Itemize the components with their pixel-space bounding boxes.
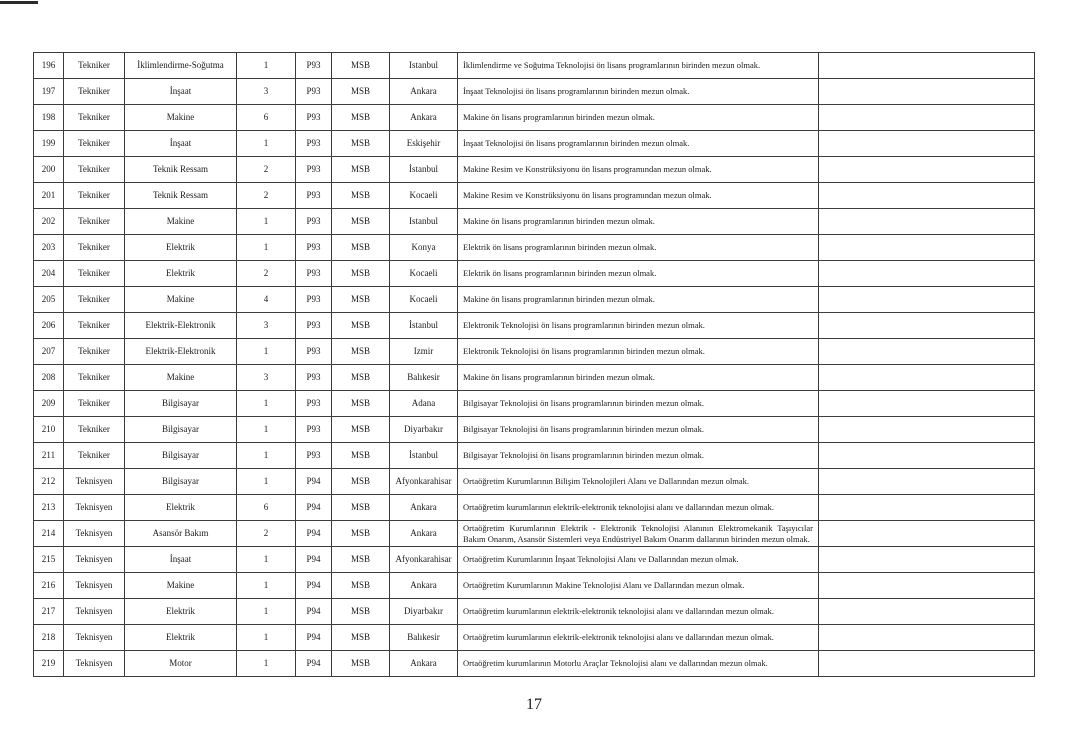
cell-row-number: 216: [34, 573, 64, 599]
cell-title: Teknisyen: [64, 651, 125, 677]
cell-branch: İklimlendirme-Soğutma: [125, 53, 237, 79]
cell-row-number: 208: [34, 365, 64, 391]
cell-exam-code: P93: [296, 53, 332, 79]
cell-exam-code: P93: [296, 79, 332, 105]
cell-count: 1: [237, 573, 296, 599]
cell-title: Tekniker: [64, 443, 125, 469]
table-row: [34, 79, 1035, 105]
cell-city: Afyonkarahisar: [390, 547, 458, 573]
cell-row-number: 210: [34, 417, 64, 443]
cell-city: Kocaeli: [390, 183, 458, 209]
cell-branch: Asansör Bakım: [125, 521, 237, 547]
cell-exam-code: P94: [296, 599, 332, 625]
cell-institution: MSB: [332, 209, 390, 235]
cell-branch: Teknik Ressam: [125, 157, 237, 183]
cell-requirement: Makine ön lisans programlarının birinden mezun olmak.: [458, 209, 819, 235]
cell-requirement: Bilgisayar Teknolojisi ön lisans programlarının birinden mezun olmak.: [458, 391, 819, 417]
cell-branch: Elektrik-Elektronik: [125, 339, 237, 365]
cell-count: 1: [237, 443, 296, 469]
cell-requirement: Ortaöğretim Kurumlarının İnşaat Teknolojisi Alanı ve Dallarından mezun olmak.: [458, 547, 819, 573]
cell-institution: MSB: [332, 235, 390, 261]
cell-title: Teknisyen: [64, 521, 125, 547]
cell-branch: Makine: [125, 105, 237, 131]
table-row: [34, 599, 1035, 625]
cell-city: Balıkesir: [390, 365, 458, 391]
cell-institution: MSB: [332, 261, 390, 287]
cell-branch: Elektrik: [125, 261, 237, 287]
cell-row-number: 212: [34, 469, 64, 495]
cell-title: Tekniker: [64, 417, 125, 443]
cell-requirement: Elektronik Teknolojisi ön lisans programlarının birinden mezun olmak.: [458, 339, 819, 365]
cell-count: 1: [237, 339, 296, 365]
cell-exam-code: P93: [296, 365, 332, 391]
cell-title: Teknisyen: [64, 625, 125, 651]
table-row: [34, 521, 1035, 547]
cell-city: Diyarbakır: [390, 599, 458, 625]
cell-note: [819, 209, 1035, 235]
cell-branch: Bilgisayar: [125, 443, 237, 469]
cell-title: Tekniker: [64, 209, 125, 235]
cell-institution: MSB: [332, 365, 390, 391]
cell-title: Teknisyen: [64, 599, 125, 625]
cell-title: Tekniker: [64, 131, 125, 157]
table-row: [34, 235, 1035, 261]
cell-count: 1: [237, 209, 296, 235]
cell-exam-code: P93: [296, 287, 332, 313]
cell-title: Tekniker: [64, 157, 125, 183]
cell-title: Tekniker: [64, 339, 125, 365]
cell-institution: MSB: [332, 651, 390, 677]
cell-note: [819, 131, 1035, 157]
cell-requirement: Makine Resim ve Konstrüksiyonu ön lisans programından mezun olmak.: [458, 183, 819, 209]
positions-table-body: [34, 53, 1035, 677]
cell-institution: MSB: [332, 547, 390, 573]
cell-exam-code: P94: [296, 521, 332, 547]
cell-title: Tekniker: [64, 261, 125, 287]
cell-count: 3: [237, 79, 296, 105]
cell-city: Istanbul: [390, 209, 458, 235]
cell-row-number: 201: [34, 183, 64, 209]
cell-institution: MSB: [332, 131, 390, 157]
cell-city: Adana: [390, 391, 458, 417]
cell-title: Teknisyen: [64, 547, 125, 573]
cell-branch: Elektrik: [125, 235, 237, 261]
cell-city: İstanbul: [390, 443, 458, 469]
cell-exam-code: P93: [296, 443, 332, 469]
cell-requirement: Ortaöğretim kurumlarının Motorlu Araçlar Teknolojisi alanı ve dallarından mezun olmak.: [458, 651, 819, 677]
cell-branch: İnşaat: [125, 79, 237, 105]
cell-institution: MSB: [332, 105, 390, 131]
cell-count: 1: [237, 469, 296, 495]
cell-institution: MSB: [332, 469, 390, 495]
cell-exam-code: P93: [296, 105, 332, 131]
cell-institution: MSB: [332, 53, 390, 79]
cell-note: [819, 105, 1035, 131]
cell-row-number: 218: [34, 625, 64, 651]
cell-note: [819, 313, 1035, 339]
cell-note: [819, 365, 1035, 391]
cell-requirement: Elektronik Teknolojisi ön lisans programlarının birinden mezun olmak.: [458, 313, 819, 339]
cell-institution: MSB: [332, 417, 390, 443]
cell-requirement: Elektrik ön lisans programlarının birinden mezun olmak.: [458, 235, 819, 261]
cell-branch: Bilgisayar: [125, 417, 237, 443]
cell-count: 1: [237, 625, 296, 651]
cell-row-number: 202: [34, 209, 64, 235]
positions-table: [33, 52, 1035, 677]
cell-exam-code: P93: [296, 339, 332, 365]
cell-branch: Motor: [125, 651, 237, 677]
cell-city: Diyarbakır: [390, 417, 458, 443]
cell-note: [819, 53, 1035, 79]
cell-count: 2: [237, 157, 296, 183]
cell-requirement: Bilgisayar Teknolojisi ön lisans programlarının birinden mezun olmak.: [458, 443, 819, 469]
cell-title: Tekniker: [64, 105, 125, 131]
cell-title: Teknisyen: [64, 495, 125, 521]
cell-requirement: Makine ön lisans programlarının birinden mezun olmak.: [458, 365, 819, 391]
cell-count: 3: [237, 313, 296, 339]
cell-title: Tekniker: [64, 287, 125, 313]
cell-branch: Elektrik-Elektronik: [125, 313, 237, 339]
cell-city: Izmir: [390, 339, 458, 365]
cell-institution: MSB: [332, 339, 390, 365]
cell-exam-code: P94: [296, 469, 332, 495]
page-edge-artifact: [0, 1, 38, 4]
cell-row-number: 214: [34, 521, 64, 547]
cell-note: [819, 521, 1035, 547]
cell-institution: MSB: [332, 599, 390, 625]
cell-institution: MSB: [332, 521, 390, 547]
cell-city: Balıkesir: [390, 625, 458, 651]
cell-branch: Makine: [125, 365, 237, 391]
cell-requirement: Elektrik ön lisans programlarının birinden mezun olmak.: [458, 261, 819, 287]
cell-note: [819, 235, 1035, 261]
cell-title: Tekniker: [64, 391, 125, 417]
cell-row-number: 215: [34, 547, 64, 573]
cell-note: [819, 495, 1035, 521]
table-row: [34, 495, 1035, 521]
cell-requirement: İklimlendirme ve Soğutma Teknolojisi ön lisans programlarının birinden mezun olmak.: [458, 53, 819, 79]
cell-exam-code: P94: [296, 495, 332, 521]
cell-institution: MSB: [332, 287, 390, 313]
cell-row-number: 204: [34, 261, 64, 287]
cell-city: İstanbul: [390, 157, 458, 183]
cell-exam-code: P94: [296, 547, 332, 573]
table-row: [34, 105, 1035, 131]
cell-count: 1: [237, 599, 296, 625]
cell-city: Afyonkarahisar: [390, 469, 458, 495]
cell-branch: Makine: [125, 209, 237, 235]
cell-city: İstanbul: [390, 313, 458, 339]
cell-requirement: Ortaöğretim kurumlarının elektrik-elektronik teknolojisi alanı ve dallarından mezun olmak.: [458, 495, 819, 521]
table-row: [34, 157, 1035, 183]
cell-note: [819, 573, 1035, 599]
cell-institution: MSB: [332, 625, 390, 651]
cell-note: [819, 287, 1035, 313]
table-row: [34, 417, 1035, 443]
cell-city: Ankara: [390, 495, 458, 521]
cell-row-number: 198: [34, 105, 64, 131]
cell-branch: Elektrik: [125, 625, 237, 651]
table-row: [34, 443, 1035, 469]
cell-exam-code: P94: [296, 625, 332, 651]
table-row: [34, 53, 1035, 79]
cell-count: 6: [237, 495, 296, 521]
cell-note: [819, 651, 1035, 677]
cell-city: Ankara: [390, 651, 458, 677]
table-row: [34, 391, 1035, 417]
cell-note: [819, 339, 1035, 365]
table-row: [34, 625, 1035, 651]
table-row: [34, 651, 1035, 677]
cell-institution: MSB: [332, 443, 390, 469]
cell-institution: MSB: [332, 391, 390, 417]
cell-branch: Teknik Ressam: [125, 183, 237, 209]
cell-note: [819, 625, 1035, 651]
cell-exam-code: P93: [296, 183, 332, 209]
cell-note: [819, 547, 1035, 573]
cell-count: 6: [237, 105, 296, 131]
cell-requirement: Makine Resim ve Konstrüksiyonu ön lisans programından mezun olmak.: [458, 157, 819, 183]
cell-city: Eskişehir: [390, 131, 458, 157]
cell-exam-code: P94: [296, 573, 332, 599]
cell-count: 1: [237, 391, 296, 417]
cell-requirement: Ortaöğretim kurumlarının elektrik-elektronik teknolojisi alanı ve dallarından mezun olmak.: [458, 599, 819, 625]
cell-city: Ankara: [390, 573, 458, 599]
cell-requirement: İnşaat Teknolojisi ön lisans programlarının birinden mezun olmak.: [458, 131, 819, 157]
cell-title: Teknisyen: [64, 573, 125, 599]
cell-requirement: Bilgisayar Teknolojisi ön lisans programlarının birinden mezun olmak.: [458, 417, 819, 443]
cell-branch: İnşaat: [125, 547, 237, 573]
cell-exam-code: P93: [296, 131, 332, 157]
table-row: [34, 183, 1035, 209]
cell-row-number: 200: [34, 157, 64, 183]
cell-exam-code: P93: [296, 391, 332, 417]
cell-count: 2: [237, 521, 296, 547]
cell-row-number: 197: [34, 79, 64, 105]
table-row: [34, 339, 1035, 365]
cell-row-number: 196: [34, 53, 64, 79]
cell-title: Tekniker: [64, 53, 125, 79]
cell-exam-code: P94: [296, 651, 332, 677]
table-row: [34, 547, 1035, 573]
cell-note: [819, 391, 1035, 417]
cell-row-number: 206: [34, 313, 64, 339]
cell-note: [819, 417, 1035, 443]
cell-branch: İnşaat: [125, 131, 237, 157]
cell-institution: MSB: [332, 183, 390, 209]
cell-row-number: 217: [34, 599, 64, 625]
cell-exam-code: P93: [296, 157, 332, 183]
table-row: [34, 287, 1035, 313]
cell-institution: MSB: [332, 313, 390, 339]
cell-exam-code: P93: [296, 209, 332, 235]
cell-city: Konya: [390, 235, 458, 261]
cell-count: 1: [237, 131, 296, 157]
cell-count: 1: [237, 651, 296, 677]
cell-note: [819, 261, 1035, 287]
cell-requirement: Makine ön lisans programlarının birinden mezun olmak.: [458, 287, 819, 313]
cell-note: [819, 183, 1035, 209]
table-row: [34, 573, 1035, 599]
cell-row-number: 213: [34, 495, 64, 521]
cell-row-number: 219: [34, 651, 64, 677]
cell-count: 1: [237, 547, 296, 573]
cell-city: Kocaeli: [390, 287, 458, 313]
table-row: [34, 131, 1035, 157]
cell-count: 1: [237, 417, 296, 443]
cell-requirement: İnşaat Teknolojisi ön lisans programlarının birinden mezun olmak.: [458, 79, 819, 105]
cell-exam-code: P93: [296, 417, 332, 443]
page-number: 17: [526, 696, 542, 713]
cell-branch: Elektrik: [125, 495, 237, 521]
cell-branch: Makine: [125, 287, 237, 313]
cell-exam-code: P93: [296, 313, 332, 339]
document-page: [33, 52, 1034, 677]
cell-count: 3: [237, 365, 296, 391]
cell-requirement: Ortaöğretim kurumlarının elektrik-elektronik teknolojisi alanı ve dallarından mezun olmak.: [458, 625, 819, 651]
table-row: [34, 469, 1035, 495]
table-row: [34, 365, 1035, 391]
cell-city: Ankara: [390, 521, 458, 547]
cell-row-number: 203: [34, 235, 64, 261]
cell-note: [819, 79, 1035, 105]
cell-branch: Elektrik: [125, 599, 237, 625]
cell-institution: MSB: [332, 573, 390, 599]
table-row: [34, 261, 1035, 287]
cell-requirement: Ortaöğretim Kurumlarının Makine Teknolojisi Alanı ve Dallarından mezun olmak.: [458, 573, 819, 599]
cell-institution: MSB: [332, 157, 390, 183]
cell-title: Tekniker: [64, 235, 125, 261]
cell-city: Kocaeli: [390, 261, 458, 287]
cell-institution: MSB: [332, 79, 390, 105]
cell-branch: Bilgisayar: [125, 391, 237, 417]
cell-count: 2: [237, 183, 296, 209]
cell-count: 1: [237, 53, 296, 79]
cell-count: 2: [237, 261, 296, 287]
cell-exam-code: P93: [296, 261, 332, 287]
cell-note: [819, 443, 1035, 469]
cell-row-number: 211: [34, 443, 64, 469]
cell-row-number: 207: [34, 339, 64, 365]
cell-requirement: Ortaöğretim Kurumlarının Bilişim Teknolojileri Alanı ve Dallarından mezun olmak.: [458, 469, 819, 495]
table-row: [34, 313, 1035, 339]
cell-row-number: 209: [34, 391, 64, 417]
cell-title: Tekniker: [64, 313, 125, 339]
cell-branch: Makine: [125, 573, 237, 599]
cell-title: Tekniker: [64, 365, 125, 391]
cell-branch: Bilgisayar: [125, 469, 237, 495]
table-row: [34, 209, 1035, 235]
cell-city: Istanbul: [390, 53, 458, 79]
cell-title: Tekniker: [64, 79, 125, 105]
cell-title: Tekniker: [64, 183, 125, 209]
cell-row-number: 199: [34, 131, 64, 157]
cell-requirement: Makine ön lisans programlarının birinden mezun olmak.: [458, 105, 819, 131]
cell-count: 4: [237, 287, 296, 313]
cell-city: Ankara: [390, 105, 458, 131]
cell-requirement: Ortaöğretim Kurumlarının Elektrik - Elektronik Teknolojisi Alanının Elektromekanik Taşıyıcılar Bakım Onarım, Asansör Sistemleri veya Endüstriyel Bakım Onarım dallarının birinden mezun olmak.: [458, 521, 819, 547]
cell-exam-code: P93: [296, 235, 332, 261]
cell-institution: MSB: [332, 495, 390, 521]
cell-title: Teknisyen: [64, 469, 125, 495]
cell-city: Ankara: [390, 79, 458, 105]
cell-note: [819, 599, 1035, 625]
cell-note: [819, 469, 1035, 495]
cell-row-number: 205: [34, 287, 64, 313]
cell-note: [819, 157, 1035, 183]
cell-count: 1: [237, 235, 296, 261]
